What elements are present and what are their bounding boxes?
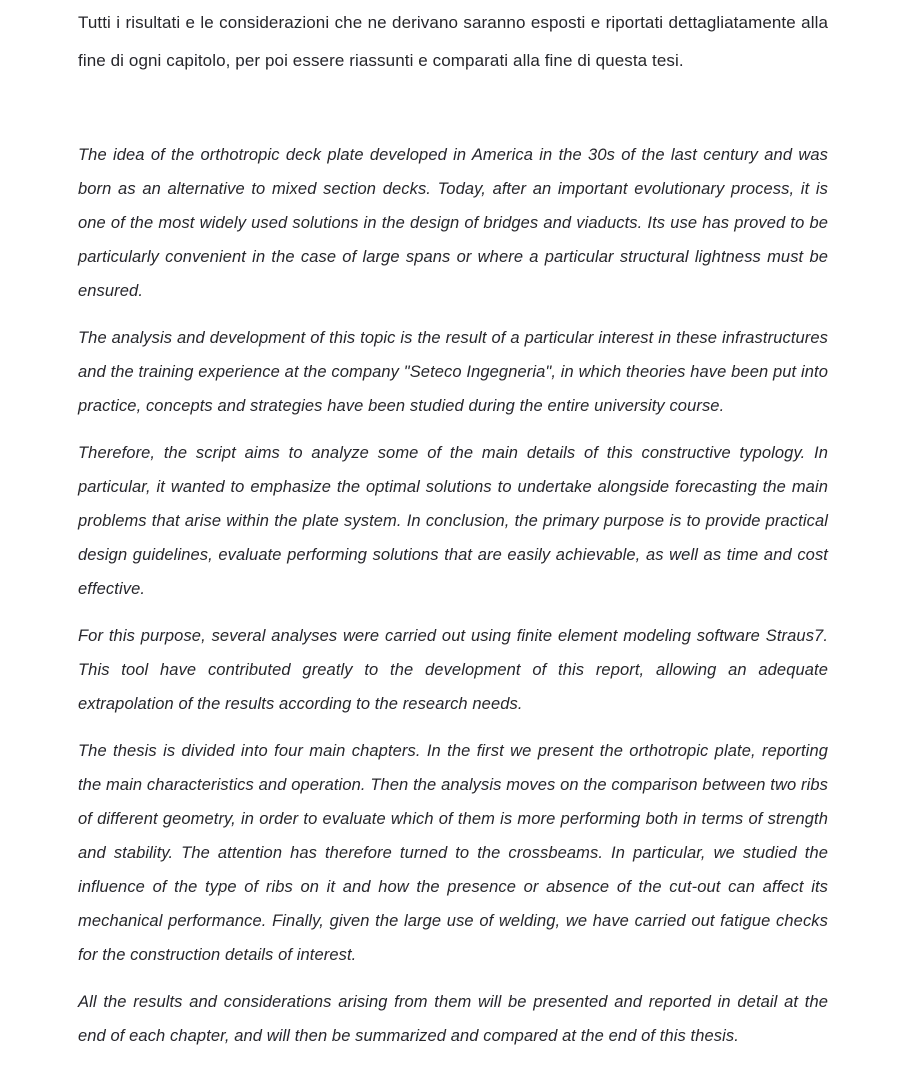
paragraph-fem-software: For this purpose, several analyses were carried out using finite element modeling software Straus7. This tool have contributed greatly to the development of this report, allowing an adequate extrapolation of the results according to the research needs. bbox=[78, 627, 828, 713]
paragraph-script-aims: Therefore, the script aims to analyze some of the main details of this constructive typology. In particular, it wanted to emphasize the optimal solutions to undertake alongside forecasting the main problems that arise within the plate system. In conclusion, the primary purpose is to provide practical design guidelines, evaluate performing solutions that are easily achievable, as well as time and cost effective. bbox=[78, 444, 828, 598]
paragraph-results-summary: All the results and considerations arising from them will be presented and reported in detail at the end of each chapter, and will then be summarized and compared at the end of this thesis. bbox=[78, 993, 828, 1045]
paragraph-analysis-motivation: The analysis and development of this topic is the result of a particular interest in these infrastructures and the training experience at the company "Seteco Ingegneria", in which theories have been put into practice, concepts and strategies have been studied during the entire university course. bbox=[78, 329, 828, 415]
paragraph-orthotropic-intro: The idea of the orthotropic deck plate developed in America in the 30s of the last century and was born as an alternative to mixed section decks. Today, after an important evolutionary process, it is one of the most widely used solutions in the design of bridges and viaducts. Its use has proved to be particularly convenient in the case of large spans or where a particular structural lightness must be ensured. bbox=[78, 146, 828, 300]
paragraph-italian-intro: Tutti i risultati e le considerazioni che ne derivano saranno esposti e riportati dettagliatamente alla fine di ogni capitolo, per poi essere riassunti e comparati alla fine di questa tesi. bbox=[78, 13, 828, 70]
paragraph-thesis-structure: The thesis is divided into four main chapters. In the first we present the orthotropic plate, reporting the main characteristics and operation. Then the analysis moves on the comparison between two ribs of different geometry, in order to evaluate which of them is more performing both in terms of strength and stability. The attention has therefore turned to the crossbeams. In particular, we studied the influence of the type of ribs on it and how the presence or absence of the cut-out can affect its mechanical performance. Finally, given the large use of welding, we have carried out fatigue checks for the construction details of interest. bbox=[78, 742, 828, 964]
